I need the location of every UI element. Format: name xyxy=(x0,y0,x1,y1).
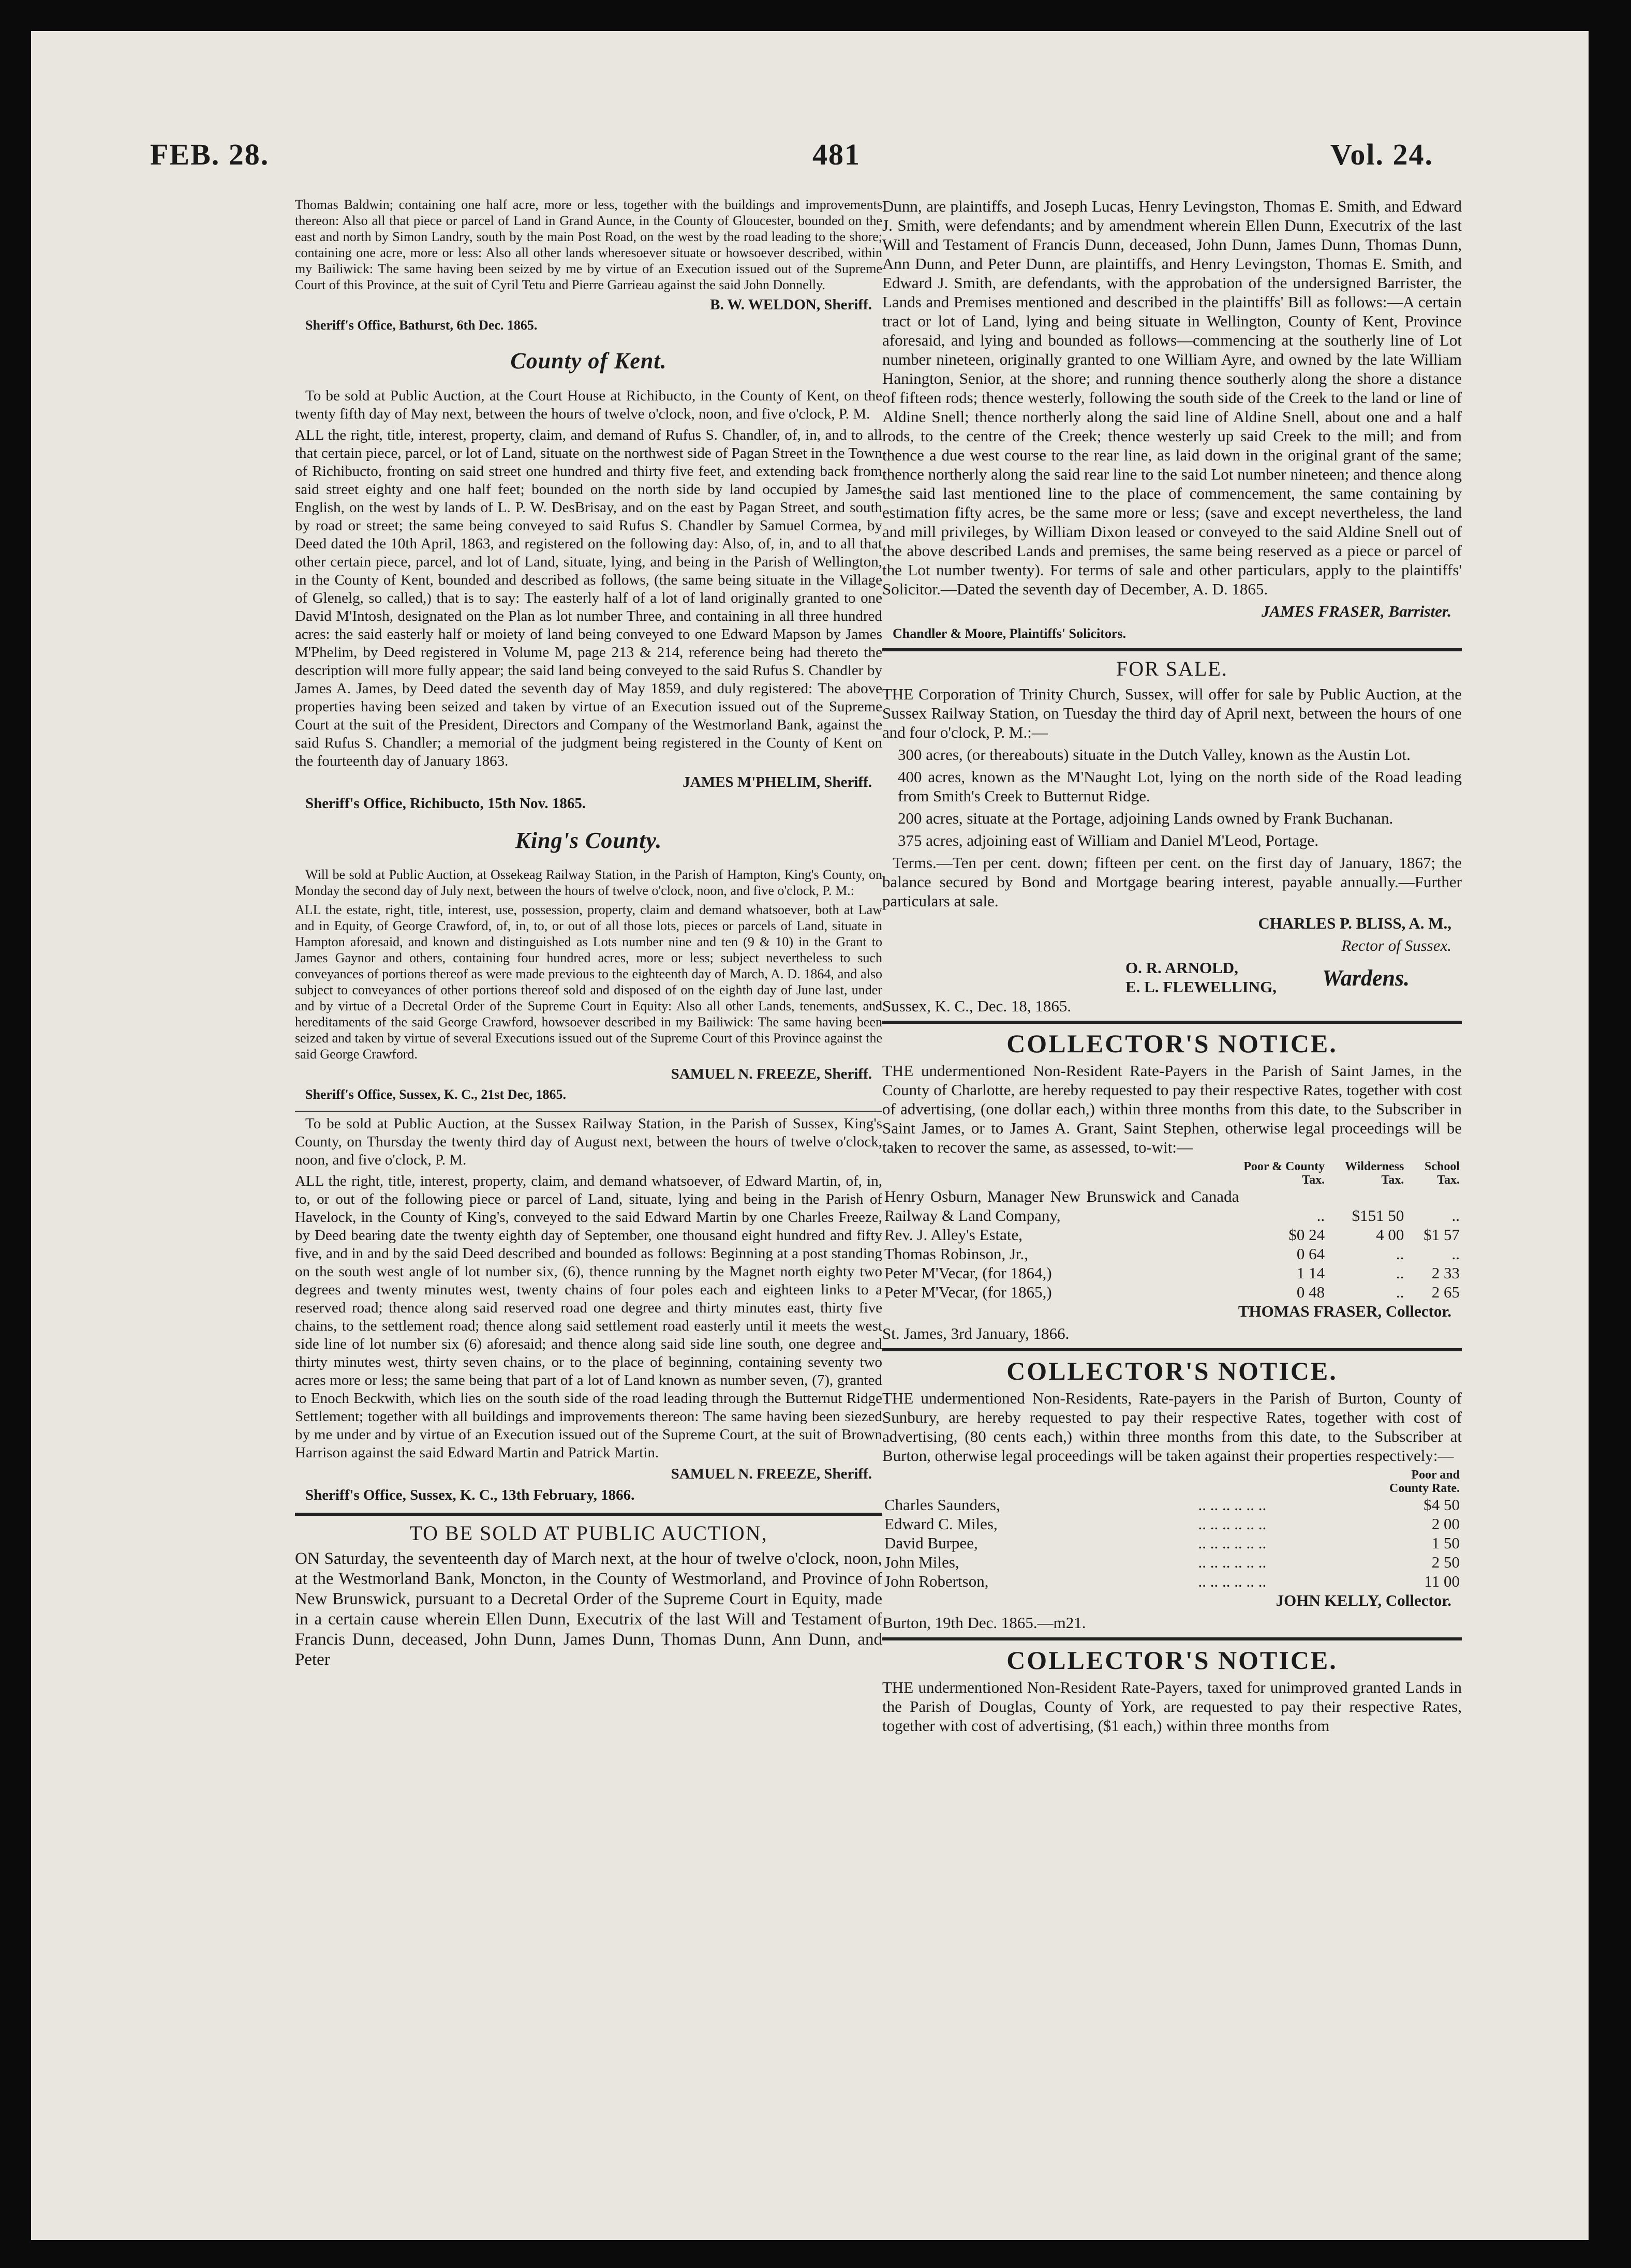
header-volume: Vol. 24. xyxy=(1330,138,1433,171)
rate-payer-name: Thomas Robinson, Jr., xyxy=(884,1245,1029,1263)
wilderness-tax: .. xyxy=(1396,1283,1404,1301)
school-tax: 2 33 xyxy=(1431,1264,1460,1282)
leader-dots: .. .. .. .. .. .. xyxy=(1198,1553,1267,1571)
sheriff-signature: SAMUEL N. FREEZE, Sheriff. xyxy=(671,1466,872,1482)
table-row xyxy=(882,1187,1462,1225)
poor-county-rate: $4 50 xyxy=(1424,1496,1460,1514)
wilderness-tax: .. xyxy=(1396,1264,1404,1282)
solicitors: Chandler & Moore, Plaintiffs' Solicitors. xyxy=(893,626,1126,641)
for-sale-body: THE Corporation of Trinity Church, Sussex, will offer for sale by Public Auction, at the Sussex Railway Station, on Tuesday the third day of April next, between the hours of one and four o'clock, P. M.:— xyxy=(882,685,1462,741)
warden-name: E. L. FLEWELLING, xyxy=(1125,978,1277,996)
wardens-label: Wardens. xyxy=(1322,965,1410,991)
collector-date: St. James, 3rd January, 1866. xyxy=(882,1324,1070,1342)
table-header xyxy=(882,1468,1462,1495)
collector-date: Burton, 19th Dec. 1865.—m21. xyxy=(882,1614,1086,1632)
poor-tax: 0 48 xyxy=(1296,1283,1325,1301)
divider xyxy=(295,1111,882,1112)
collector-signature: JOHN KELLY, Collector. xyxy=(1276,1591,1451,1609)
rate-payer-name: John Robertson, xyxy=(884,1572,989,1590)
warden-name: O. R. ARNOLD, xyxy=(1125,959,1238,977)
column-header: Poor & County Tax. xyxy=(1243,1160,1325,1187)
collector-signature: THOMAS FRASER, Collector. xyxy=(1238,1302,1451,1320)
wilderness-tax: .. xyxy=(1396,1245,1404,1263)
right-column xyxy=(882,197,1462,1738)
divider xyxy=(882,1637,1462,1640)
auction-title: TO BE SOLD AT PUBLIC AUCTION, xyxy=(409,1521,768,1545)
collector-title: COLLECTOR'S NOTICE. xyxy=(1006,1356,1338,1385)
rate-payer-name: John Miles, xyxy=(884,1553,959,1571)
poor-county-rate: 2 00 xyxy=(1431,1515,1460,1533)
blank-header xyxy=(1196,1468,1385,1495)
barrister-signature: JAMES FRASER, Barrister. xyxy=(1262,602,1451,620)
divider xyxy=(295,1513,882,1516)
lot-item: 375 acres, adjoining east of William and Daniel M'Leod, Portage. xyxy=(898,831,1318,849)
tax-table xyxy=(882,1160,1462,1302)
rector-title: Rector of Sussex. xyxy=(1341,936,1451,954)
sheriff-office: Sheriff's Office, Bathurst, 6th Dec. 1865. xyxy=(305,318,538,333)
table-row xyxy=(882,1495,1462,1514)
table-row xyxy=(882,1225,1462,1244)
rate-payer-name: Peter M'Vecar, (for 1864,) xyxy=(884,1264,1052,1282)
table-row xyxy=(882,1572,1462,1591)
poor-tax: 0 64 xyxy=(1296,1245,1325,1263)
wardens-block xyxy=(1125,958,1462,996)
column-header: Wilderness Tax. xyxy=(1345,1160,1404,1187)
terms: Terms.—Ten per cent. down; fifteen per cent. on the first day of January, 1867; the balance secured by Bond and Mortgage bearing interest, payable annually.—Further particulars at sale. xyxy=(882,854,1462,910)
rate-payer-name: Peter M'Vecar, (for 1865,) xyxy=(884,1283,1052,1301)
leader-dots: .. .. .. .. .. .. xyxy=(1198,1572,1267,1590)
poor-county-rate: 1 50 xyxy=(1431,1534,1460,1552)
gloucester-notice: Thomas Baldwin; containing one half acre, more or less, together with the buildings and improvements thereon: Also all that piece or parcel of Land in Grand Aunce, in the County of Gloucester, bounded on the east and north by Simon Landry, south by the main Post Road, on the west by the road leading to the shore; containing one acre, more or less: Also all other lands wheresoever situate or howsoever described, within my Bailiwick: The same having been seized by me by virtue of an Execution issued out of the Supreme Court of this Province, at the suit of Cyril Tetu and Pierre Garrieau against the said John Donnelly. xyxy=(295,197,882,292)
left-column xyxy=(295,197,882,1673)
divider xyxy=(882,1021,1462,1024)
school-tax: 2 65 xyxy=(1431,1283,1460,1301)
rate-payer-name: Charles Saunders, xyxy=(884,1496,1000,1514)
table-header xyxy=(882,1160,1462,1187)
leader-dots: .. .. .. .. .. .. xyxy=(1198,1534,1267,1552)
county-heading: King's County. xyxy=(515,828,662,853)
divider xyxy=(882,1348,1462,1351)
blank-header xyxy=(882,1160,1241,1187)
collector-title: COLLECTOR'S NOTICE. xyxy=(1006,1646,1338,1675)
rate-table xyxy=(882,1468,1462,1591)
school-tax: $1 57 xyxy=(1424,1226,1460,1244)
header-date: FEB. 28. xyxy=(150,138,270,171)
poor-tax: .. xyxy=(1316,1206,1325,1225)
notice-body: ALL the right, title, interest, property, claim, and demand of Rufus S. Chandler, of, in, and to all that certain piece, parcel, or lot of Land, situate on the northwest side of Pagan Street in the Town of Richibucto, fronting on said street one hundred and thirty five feet, and extending back from said street eighty and one half feet; bounded on the north side by land occupied by James English, on the west by lands of L. P. W. DesBrisay, and on the east by Pagan Street, and south by road or street; the same being conveyed to said Rufus S. Chandler by Samuel Cormea, by Deed dated the 10th April, 1863, and registered on the following day: Also, of, in, and to all that other certain piece, parcel, and lot of Land, situate, lying, and being in the Parish of Wellington, in the County of Kent, bounded and described as follows, (the same being situate in the Village of Glenelg, so called,) that is to say: The easterly half of a lot of land originally granted to one David M'Intosh, designated on the Plan as lot number Three, and containing in all three hundred acres: the said easterly half or moiety of land being conveyed to one Edward Mapson by James M'Phelim, by Deed registered in Volume M, page 213 & 214, reference being had thereto the description will more fully appear; the said land being conveyed to the said Rufus S. Chandler by James A. James, by Deed dated the seventh day of May 1859, and duly registered: The above properties having been seized and taken by virtue of an Execution issued out of the Supreme Court at the suit of the President, Directors and Company of the Westmorland Bank, against the said Rufus S. Chandler; a memorial of the judgment being registered in the County of Kent on the fourteenth day of January 1863. xyxy=(295,427,882,769)
dunn-notice-body: Dunn, are plaintiffs, and Joseph Lucas, Henry Levingston, Thomas E. Smith, and Edward J. Smith, were defendants; and by amendment wherein Ellen Dunn, Executrix of the last Will and Testament of Francis Dunn, deceased, John Dunn, James Dunn, Thomas Dunn, Ann Dunn, and Peter Dunn, are plaintiffs, and Henry Levingston, Thomas E. Smith, and Edward J. Smith, are defendants, with the approbation of the undersigned Barrister, the Lands and Premises mentioned and described in the plaintiffs' Bill as follows:—A certain tract or lot of Land, lying and being situate in Wellington, County of Kent, Province aforesaid, and lying and bounded as follows—commencing at the southerly line of Lot number nineteen, originally granted to one William Ayre, and owned by the late William Hanington, Senior, at the shore; and running thence southerly along the shore a distance of fifteen rods; thence westerly, following the south side of the Creek to the land or line of Aldine Snell; thence northerly along the said line of Aldine Snell, about one and a half rods, to the centre of the Creek; thence westerly up said Creek to the mill; and from thence a due west course to the rear line, as laid down in the original grant of the same; thence northerly along the said rear line to the said Lot number nineteen; and thence along the said last mentioned line to the place of commencement, the same containing by estimation fifty acres, be the same more or less; (save and except nevertheless, the land and mill privileges, by William Dixon leased or conveyed to the said Aldine Snell out of the above described Lands and premises, the same being reserved as a piece or parcel of the Lot number twenty). For terms of sale and other particulars, apply to the plaintiffs' Solicitor.—Dated the seventh day of December, A. D. 1865. xyxy=(882,197,1462,598)
auction-body: ON Saturday, the seventeenth day of March next, at the hour of twelve o'clock, noon, at the Westmorland Bank, Moncton, in the County of Westmorland, and Province of New Brunswick, pursuant to a Decretal Order of the Supreme Court in Equity, made in a certain cause wherein Ellen Dunn, Executrix of the last Will and Testament of Francis Dunn, deceased, John Dunn, James Dunn, Thomas Dunn, Ann Dunn, and Peter xyxy=(295,1549,882,1669)
sheriff-signature: JAMES M'PHELIM, Sheriff. xyxy=(683,774,872,790)
column-header: Poor and County Rate. xyxy=(1389,1468,1460,1495)
leader-dots: .. .. .. .. .. .. xyxy=(1198,1515,1267,1533)
lot-item: 400 acres, known as the M'Naught Lot, lying on the north side of the Road leading from Smith's Creek to Butternut Ridge. xyxy=(898,768,1462,805)
notice-body: ALL the estate, right, title, interest, use, possession, property, claim and demand whatsoever, both at Law and in Equity, of George Crawford, of, in, to, or out of all those lots, pieces or parcels of Land, situate in Hampton aforesaid, and known and distinguished as Lots number nine and ten (9 & 10) in the Grant to James Gaynor and others, containing four hundred acres, more or less; subject nevertheless to such conveyances of portions thereof as were made previous to the eighteenth day of March, A. D. 1864, and also subject to conveyances of other portions thereof sold and disposed of on the eighth day of June last, under and by virtue of a Decretal Order of the Supreme Court in Equity: Also all other Lands, tenements, and hereditaments of the said George Crawford, howsoever described in my Bailiwick: The same having been seized and taken by virtue of several Executions issued out of the Supreme Court of this Province against the said George Crawford. xyxy=(295,902,882,1062)
collector-body: THE undermentioned Non-Resident Rate-Payers in the Parish of Saint James, in the County of Charlotte, are hereby requested to pay their respective Rates, together with cost of advertising, (one dollar each,) within three months from this date, to the Subscriber in Saint James, or to James A. Grant, Saint Stephen, otherwise legal proceedings will be taken to recover the same, as assessed, to-wit:— xyxy=(882,1062,1462,1156)
school-tax: .. xyxy=(1451,1245,1460,1263)
rate-payer-name: Edward C. Miles, xyxy=(884,1515,998,1533)
sheriff-office: Sheriff's Office, Sussex, K. C., 13th February, 1866. xyxy=(305,1487,635,1503)
poor-tax: 1 14 xyxy=(1296,1264,1325,1282)
wilderness-tax: $151 50 xyxy=(1352,1206,1404,1225)
sheriff-office: Sheriff's Office, Richibucto, 15th Nov. 1865. xyxy=(305,795,586,812)
rate-payer-name: David Burpee, xyxy=(884,1534,978,1552)
rate-payer-name: Henry Osburn, Manager New Brunswick and Canada Railway & Land Company, xyxy=(884,1187,1239,1225)
county-heading: County of Kent. xyxy=(510,348,667,374)
collector-body: THE undermentioned Non-Resident Rate-Payers, taxed for unimproved granted Lands in the Parish of Douglas, County of York, are requested to pay their respective Rates, together with cost of advertising, ($1 each,) within three months from xyxy=(882,1678,1462,1735)
blank-header xyxy=(882,1468,1196,1495)
newspaper-page xyxy=(31,31,1589,2240)
poor-county-rate: 11 00 xyxy=(1424,1572,1460,1590)
sheriff-signature: B. W. WELDON, Sheriff. xyxy=(710,296,872,313)
poor-tax: $0 24 xyxy=(1288,1226,1325,1244)
collector-title: COLLECTOR'S NOTICE. xyxy=(1006,1029,1338,1058)
rate-payer-name: Rev. J. Alley's Estate, xyxy=(884,1226,1023,1244)
header-page-number: 481 xyxy=(812,138,861,171)
poor-county-rate: 2 50 xyxy=(1431,1553,1460,1571)
sheriff-signature: SAMUEL N. FREEZE, Sheriff. xyxy=(671,1066,872,1082)
divider xyxy=(882,648,1462,651)
lot-item: 300 acres, (or thereabouts) situate in the Dutch Valley, known as the Austin Lot. xyxy=(898,745,1411,764)
sussex-date: Sussex, K. C., Dec. 18, 1865. xyxy=(882,997,1072,1015)
table-row xyxy=(882,1263,1462,1282)
table-row xyxy=(882,1244,1462,1263)
table-row xyxy=(882,1514,1462,1533)
table-row xyxy=(882,1533,1462,1553)
sheriff-office: Sheriff's Office, Sussex, K. C., 21st Dec, 1865. xyxy=(305,1087,567,1102)
for-sale-title: FOR SALE. xyxy=(1116,657,1228,680)
notice-intro: Will be sold at Public Auction, at Ossekeag Railway Station, in the Parish of Hampton, King's County, on Monday the second day of July next, between the hours of twelve o'clock, noon, and five o'clock, P. M.: xyxy=(295,867,882,898)
rector-signature: CHARLES P. BLISS, A. M., xyxy=(1258,914,1451,932)
lot-item: 200 acres, situate at the Portage, adjoining Lands owned by Frank Buchanan. xyxy=(898,809,1393,827)
school-tax: .. xyxy=(1451,1206,1460,1225)
collector-body: THE undermentioned Non-Residents, Rate-payers in the Parish of Burton, County of Sunbury, are hereby requested to pay their respective Rates, together with cost of advertising, (80 cents each,) within three months from this date, to the Subscriber at Burton, otherwise legal proceedings will be taken against their properties respectively:— xyxy=(882,1389,1462,1465)
notice-body: ALL the right, title, interest, property, claim, and demand whatsoever, of Edward Martin, of, in, to, or out of the following piece or parcel of Land, situate, lying and being in the Parish of Havelock, in the County of King's, conveyed to the said Edward Martin by one Charles Freeze, by Deed bearing date the twenty eighth day of September, one thousand eight hundred and fifty five, and in and by the said Deed described and bounded as follows: Beginning at a post standing on the south west angle of lot number six, (6), thence running by the Magnet north eighty two degrees and twenty minutes west, twenty chains of four poles each and eighteen links to a reserved road; thence along said reserved road one degree and thirty minutes east, thirty five chains, to the settlement road; thence along said settlement road easterly until it meets the west side line of lot number six (6) aforesaid; and thence along said side line south, one degree and thirty minutes west, thirty seven chains, or to the place of beginning, containing seventy two acres more or less; the same being that part of a lot of Land known as number seven, (7), granted to Enoch Beckwith, which lies on the south side of the road leading through the Butternut Ridge Settlement; together with all buildings and improvements thereon: The same having been siezed by me under and by virtue of an Execution issued out of the Supreme Court, at the suit of Brown Harrison against the said Edward Martin and Patrick Martin. xyxy=(295,1173,882,1461)
wilderness-tax: 4 00 xyxy=(1376,1226,1404,1244)
notice-intro: To be sold at Public Auction, at the Sussex Railway Station, in the Parish of Sussex, King's County, on Thursday the twenty third day of August next, between the hours of twelve o'clock, noon, and five o'clock, P. M. xyxy=(295,1115,882,1168)
table-row xyxy=(882,1553,1462,1572)
leader-dots: .. .. .. .. .. .. xyxy=(1198,1496,1267,1514)
page-header xyxy=(150,137,1433,194)
notice-intro: To be sold at Public Auction, at the Court House at Richibucto, in the County of Kent, on the twenty fifth day of May next, between the hours of twelve o'clock, noon, and five o'clock, P. M. xyxy=(295,387,882,422)
table-row xyxy=(882,1282,1462,1302)
column-header: School Tax. xyxy=(1424,1160,1460,1187)
